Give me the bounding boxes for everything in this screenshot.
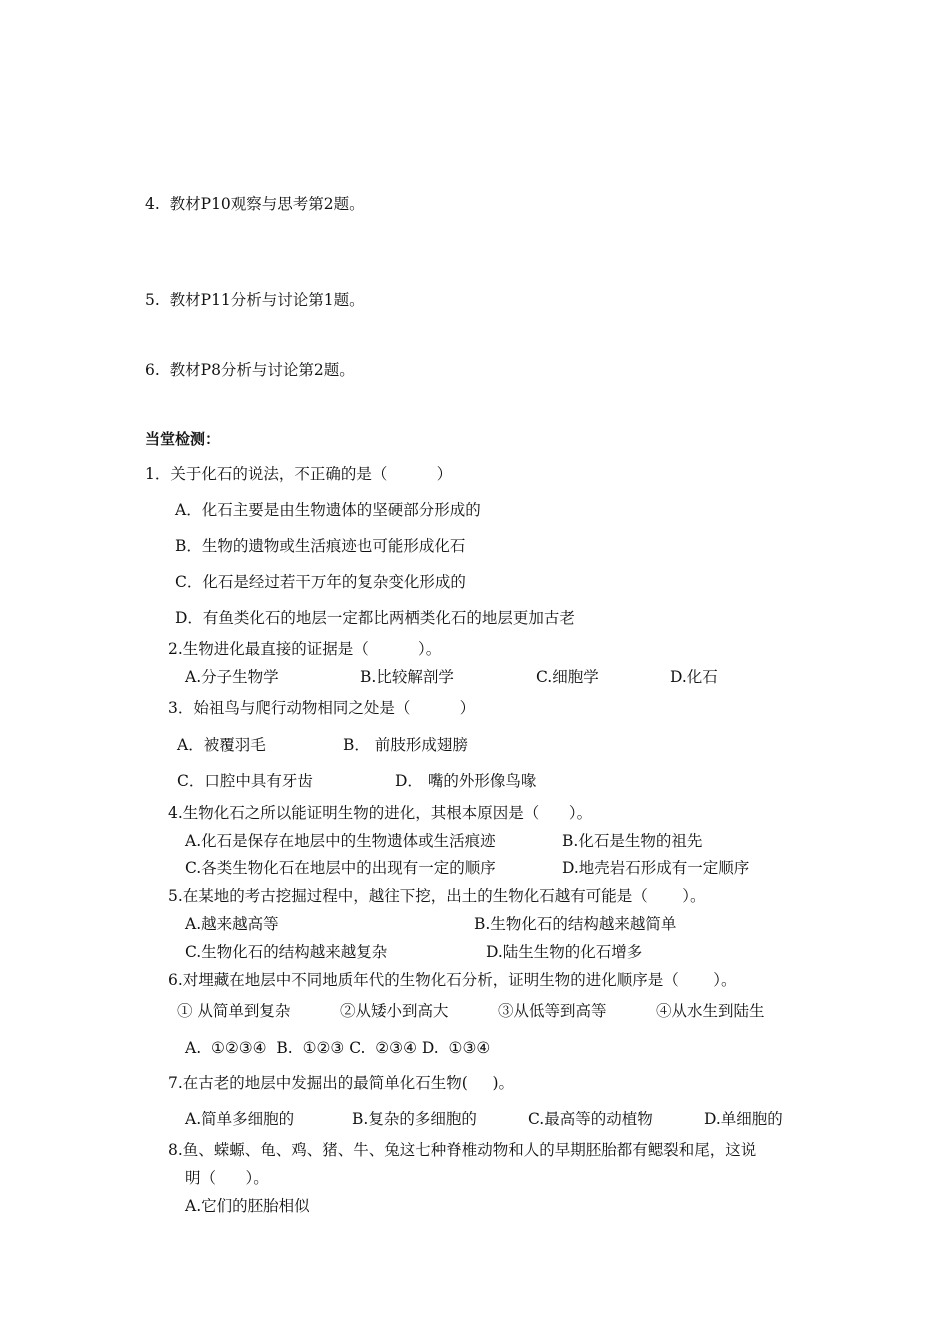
q3-option-b: B． 前肢形成翅膀	[343, 736, 468, 754]
q8-stem-line-1: 8.鱼、蝾螈、龟、鸡、猪、牛、兔这七种脊椎动物和人的早期胚胎都有鳃裂和尾，这说	[168, 1141, 757, 1159]
q4-option-d: D.地壳岩石形成有一定顺序	[562, 859, 750, 877]
q2-option-c: C.细胞学	[536, 668, 599, 686]
q1-option-d: D．有鱼类化石的地层一定都比两栖类化石的地层更加古老	[175, 609, 575, 627]
q7-option-a: A.简单多细胞的	[185, 1110, 295, 1128]
q3-stem: 3．始祖鸟与爬行动物相同之处是（ ）	[168, 699, 476, 717]
q4-option-c: C.各类生物化石在地层中的出现有一定的顺序	[185, 859, 496, 877]
q7-option-b: B.复杂的多细胞的	[352, 1110, 477, 1128]
q7-option-d: D.单细胞的	[704, 1110, 783, 1128]
q2-option-a: A.分子生物学	[185, 668, 279, 686]
q4-option-b: B.化石是生物的祖先	[562, 832, 703, 850]
q4-option-a: A.化石是保存在地层中的生物遗体或生活痕迹	[185, 832, 496, 850]
q6-item-2: ②从矮小到高大	[340, 1002, 449, 1020]
section-title: 当堂检测：	[145, 430, 221, 448]
pre-question-5: 5. 教材P11分析与讨论第1题。	[145, 291, 365, 309]
q6-item-1: ① 从简单到复杂	[177, 1002, 291, 1020]
q2-stem: 2.生物进化最直接的证据是（ ）。	[168, 640, 442, 658]
q6-item-4: ④从水生到陆生	[656, 1002, 765, 1020]
q5-option-b: B.生物化石的结构越来越简单	[474, 915, 677, 933]
pre-question-4: 4. 教材P10观察与思考第2题。	[145, 195, 365, 213]
q1-option-c: C．化石是经过若干万年的复杂变化形成的	[175, 573, 466, 591]
q8-stem-line-2: 明（ ）。	[185, 1169, 269, 1187]
q3-option-c: C．口腔中具有牙齿	[177, 772, 313, 790]
q3-option-a: A．被覆羽毛	[177, 736, 266, 754]
q2-option-d: D.化石	[670, 668, 718, 686]
q6-choices: A. ①②③④ B. ①②③ C. ②③④ D. ①③④	[185, 1039, 491, 1057]
q7-stem: 7.在古老的地层中发掘出的最简单化石生物( )。	[168, 1074, 515, 1092]
q1-option-a: A．化石主要是由生物遗体的坚硬部分形成的	[175, 501, 481, 519]
q2-option-b: B.比较解剖学	[360, 668, 454, 686]
q1-option-b: B．生物的遗物或生活痕迹也可能形成化石	[175, 537, 466, 555]
q5-option-a: A.越来越高等	[185, 915, 279, 933]
q5-option-d: D.陆生生物的化石增多	[486, 943, 643, 961]
q5-option-c: C.生物化石的结构越来越复杂	[185, 943, 388, 961]
q7-option-c: C.最高等的动植物	[528, 1110, 653, 1128]
q1-stem: 1．关于化石的说法，不正确的是（ ）	[145, 465, 453, 483]
q3-option-d: D． 嘴的外形像鸟喙	[395, 772, 537, 790]
q6-stem: 6.对埋藏在地层中不同地质年代的生物化石分析，证明生物的进化顺序是（ ）。	[168, 971, 737, 989]
q8-option-a: A.它们的胚胎相似	[185, 1197, 310, 1215]
q4-stem: 4.生物化石之所以能证明生物的进化，其根本原因是（ ）。	[168, 804, 593, 822]
pre-question-6: 6. 教材P8分析与讨论第2题。	[145, 361, 355, 379]
q6-item-3: ③从低等到高等	[498, 1002, 607, 1020]
q5-stem: 5.在某地的考古挖掘过程中，越往下挖，出土的生物化石越有可能是（ ）。	[168, 887, 706, 905]
